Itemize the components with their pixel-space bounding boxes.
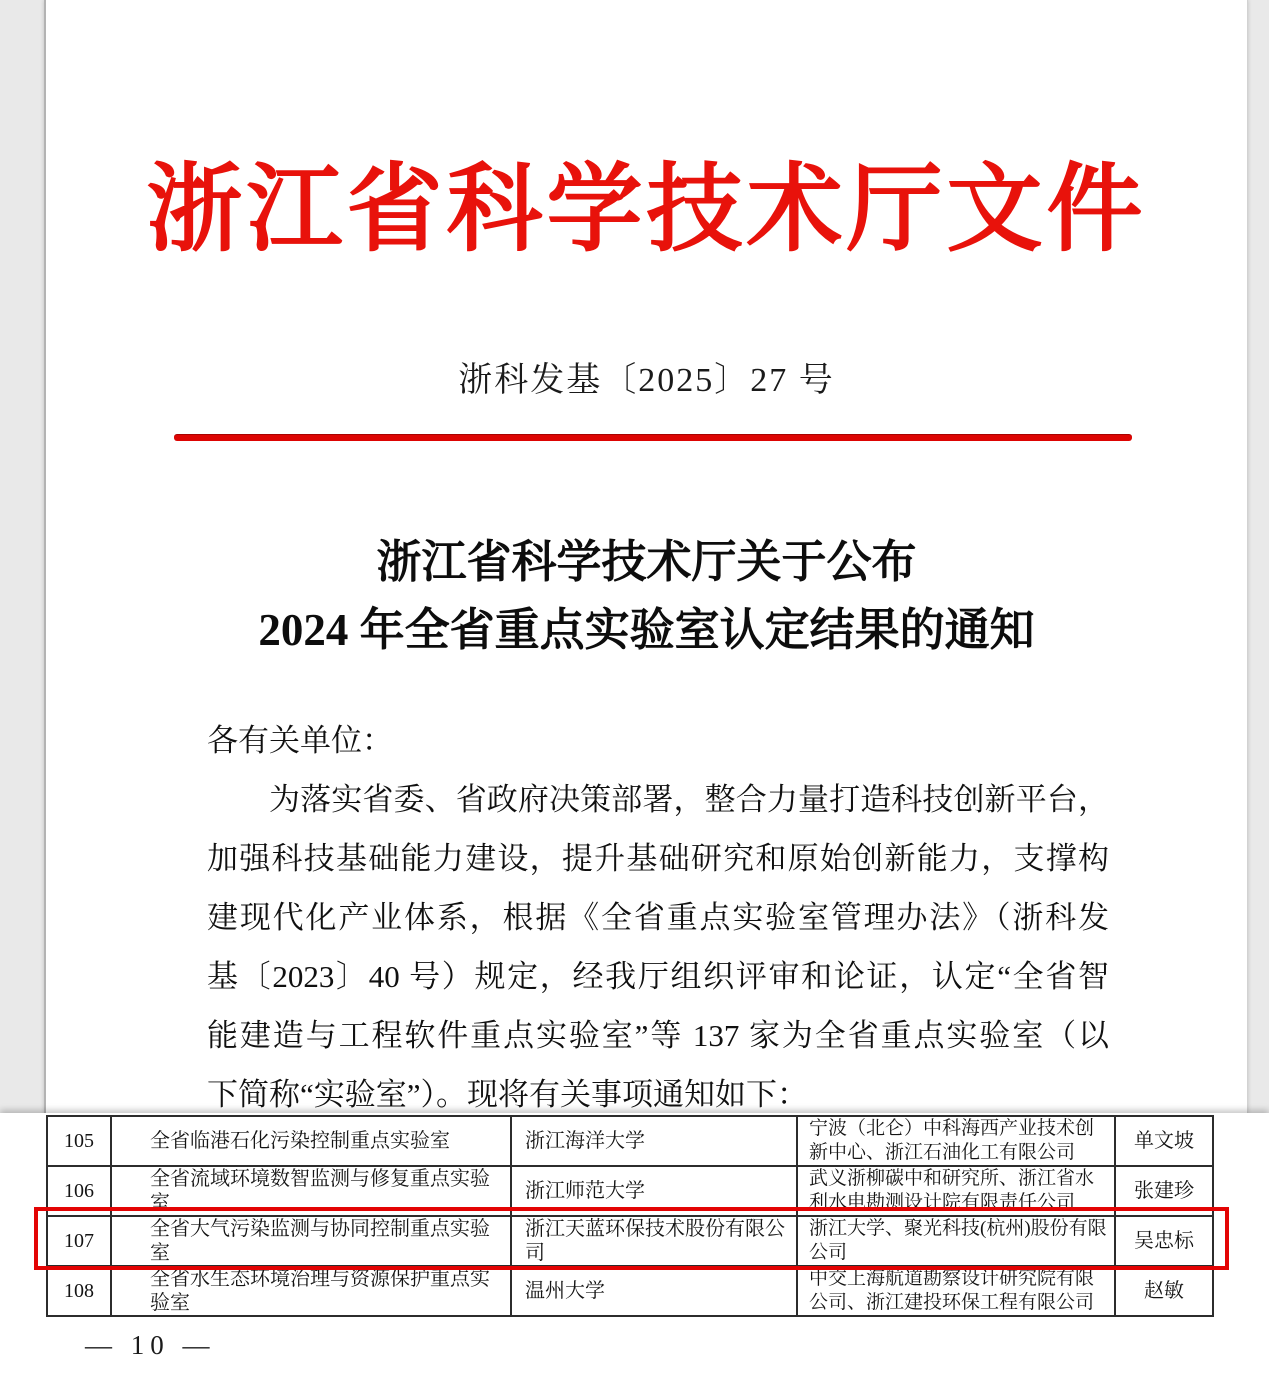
notice-title bbox=[46, 528, 1247, 664]
cell-person: 赵敏 bbox=[1115, 1266, 1213, 1316]
document-number: 浙科发基〔2025〕27 号 bbox=[458, 362, 835, 399]
document-page bbox=[44, 0, 1248, 1114]
table-row-107 bbox=[47, 1216, 1213, 1266]
notice-title-line1: 浙江省科学技术厅关于公布 bbox=[376, 537, 917, 587]
cell-person: 单文坡 bbox=[1115, 1116, 1213, 1166]
salutation: 各有关单位： bbox=[207, 723, 393, 758]
table-row-106 bbox=[47, 1166, 1213, 1216]
cell-partners: 中交上海航道勘察设计研究院有限公司、浙江建投环保工程有限公司 bbox=[797, 1266, 1115, 1316]
cell-row-number: 107 bbox=[47, 1216, 111, 1266]
body-line-4: 基〔2023〕40 号）规定，经我厅组织评审和论证，认定“全省智 bbox=[207, 959, 1109, 994]
cell-lab-name: 全省流域环境数智监测与修复重点实验室 bbox=[111, 1166, 511, 1216]
body-line-6: 下简称“实验室”）。现将有关事项通知如下： bbox=[207, 1077, 809, 1112]
cell-lab-name: 全省水生态环境治理与资源保护重点实验室 bbox=[111, 1266, 511, 1316]
cell-institution: 浙江海洋大学 bbox=[511, 1116, 797, 1166]
body-line-1: 为落实省委、省政府决策部署，整合力量打造科技创新平台， bbox=[269, 782, 1109, 817]
page-number: — 10 — bbox=[85, 1330, 216, 1360]
body-line-5: 能建造与工程软件重点实验室”等 137 家为全省重点实验室（以 bbox=[207, 1018, 1109, 1053]
cell-institution: 浙江天蓝环保技术股份有限公司 bbox=[511, 1216, 797, 1266]
cell-institution: 温州大学 bbox=[511, 1266, 797, 1316]
cell-row-number: 108 bbox=[47, 1266, 111, 1316]
body-text bbox=[207, 711, 1109, 1124]
cell-lab-name: 全省临港石化污染控制重点实验室 bbox=[111, 1116, 511, 1166]
red-divider-rule bbox=[174, 434, 1132, 441]
cell-row-number: 106 bbox=[47, 1166, 111, 1216]
document-title: 浙江省科学技术厅文件 bbox=[146, 156, 1147, 263]
body-line-2: 加强科技基础能力建设，提升基础研究和原始创新能力，支撑构 bbox=[207, 841, 1109, 876]
cell-person: 吴忠标 bbox=[1115, 1216, 1213, 1266]
cell-person: 张建珍 bbox=[1115, 1166, 1213, 1216]
table-row-105 bbox=[47, 1116, 1213, 1166]
cell-row-number: 105 bbox=[47, 1116, 111, 1166]
cell-partners: 浙江大学、聚光科技(杭州)股份有限公司 bbox=[797, 1216, 1115, 1266]
table-row-108 bbox=[47, 1266, 1213, 1316]
cell-partners: 武义浙柳碳中和研究所、浙江省水利水电勘测设计院有限责任公司 bbox=[797, 1166, 1115, 1216]
labs-table bbox=[46, 1115, 1214, 1317]
notice-title-line2: 2024 年全省重点实验室认定结果的通知 bbox=[258, 605, 1035, 655]
body-line-3: 建现代化产业体系，根据《全省重点实验室管理办法》（浙科发 bbox=[207, 900, 1109, 935]
cell-institution: 浙江师范大学 bbox=[511, 1166, 797, 1216]
cell-lab-name: 全省大气污染监测与协同控制重点实验室 bbox=[111, 1216, 511, 1266]
table-section bbox=[0, 1113, 1269, 1386]
cell-partners: 宁波（北仑）中科海西产业技术创新中心、浙江石油化工有限公司 bbox=[797, 1116, 1115, 1166]
